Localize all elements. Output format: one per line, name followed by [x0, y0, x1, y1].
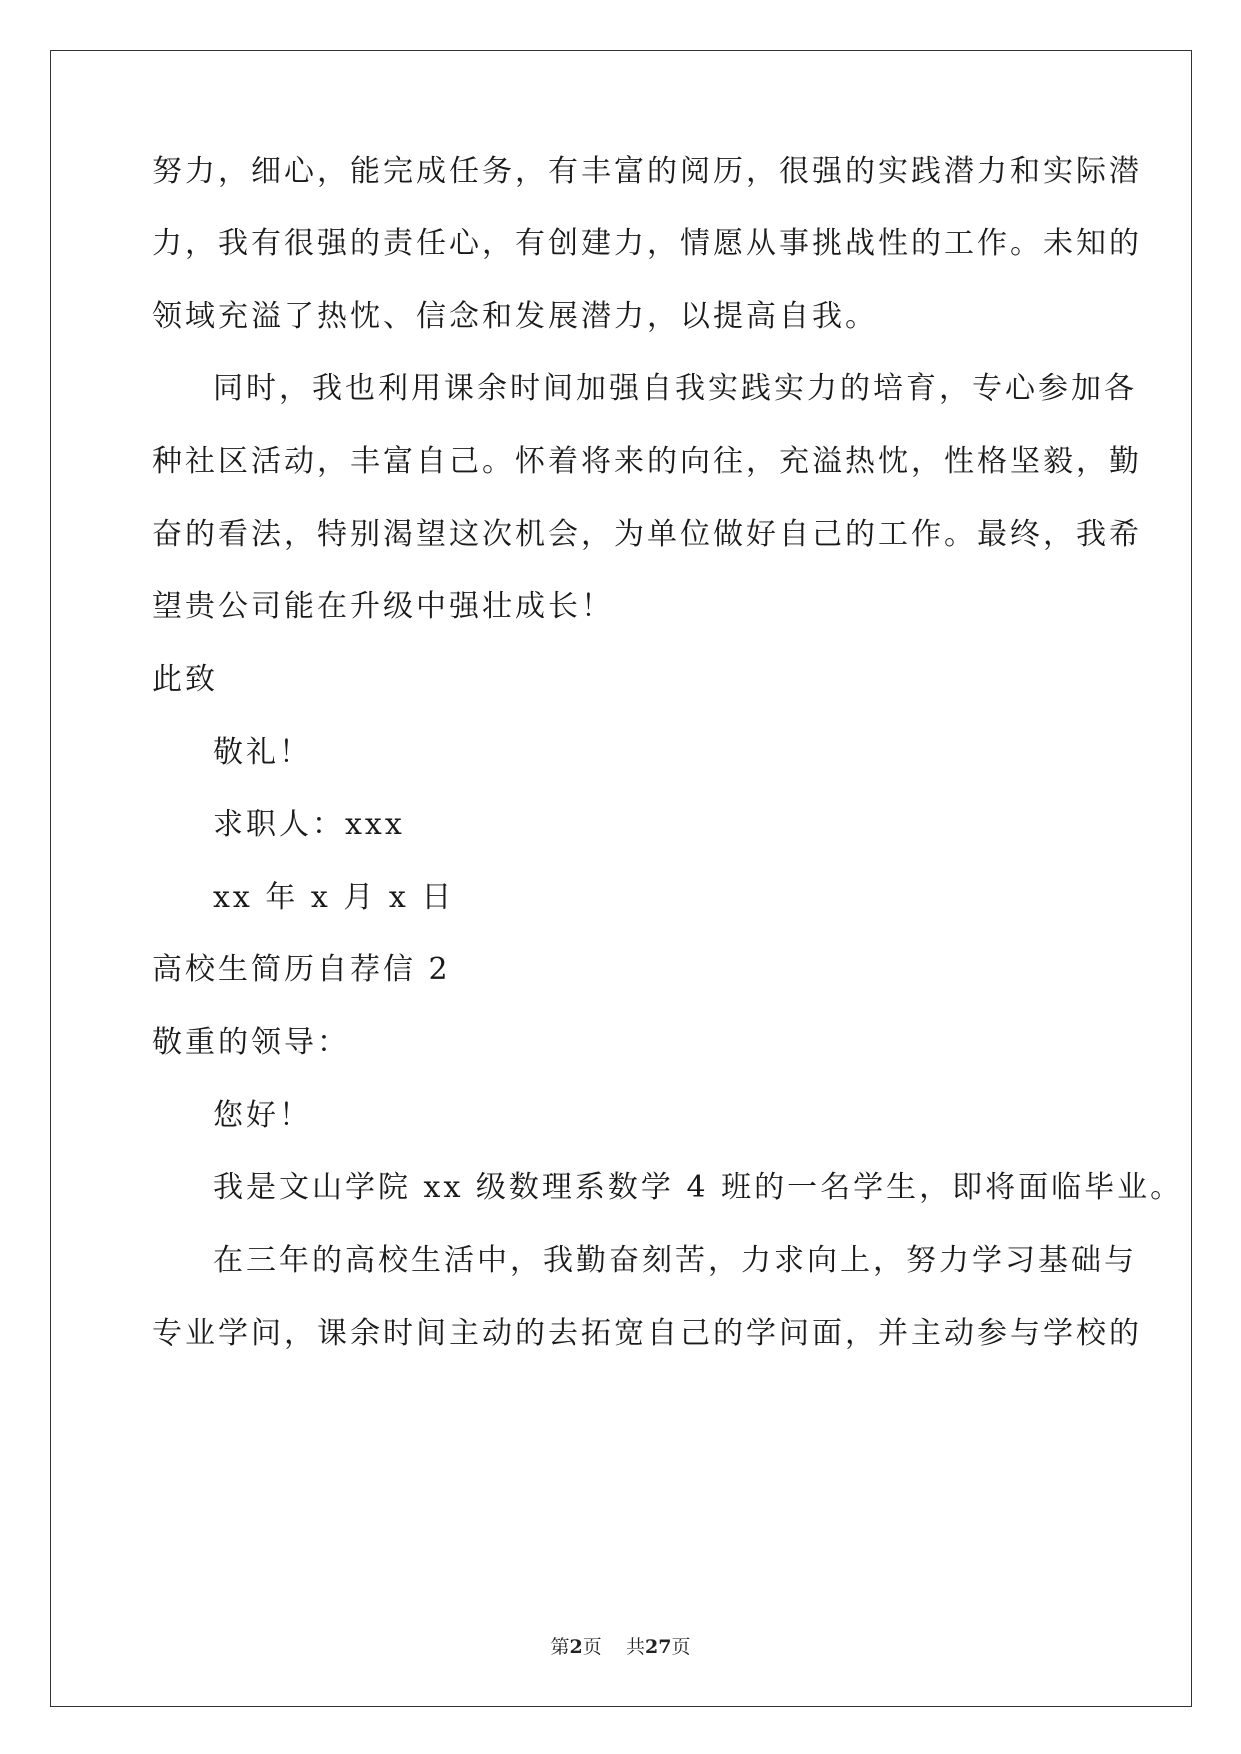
- closing-respect: 敬礼！: [213, 735, 312, 770]
- greeting-hello: 您好！: [213, 1098, 312, 1133]
- current-page-number: 2: [569, 1636, 583, 1658]
- text-line: 种社区活动，丰富自己。怀着将来的向往，充溢热忱，性格坚毅，勤: [152, 444, 1142, 479]
- paragraph-start: 在三年的高校生活中，我勤奋刻苦，力求向上，努力学习基础与: [213, 1243, 1137, 1278]
- total-page-count: 27: [644, 1636, 672, 1658]
- text-line: 专业学问，课余时间主动的去拓宽自己的学问面，并主动参与学校的: [152, 1316, 1142, 1351]
- footer-total-prefix: 共: [625, 1636, 645, 1658]
- greeting: 敬重的领导：: [152, 1025, 350, 1060]
- text-line: 力，我有很强的责任心，有创建力，情愿从事挑战性的工作。未知的: [152, 226, 1142, 261]
- text-line: 努力，细心，能完成任务，有丰富的阅历，很强的实践潜力和实际潜: [152, 154, 1142, 189]
- footer-prefix: 第: [550, 1636, 570, 1658]
- text-line: 领域充溢了热忱、信念和发展潜力，以提高自我。: [152, 299, 878, 334]
- text-line: 望贵公司能在升级中强壮成长！: [152, 589, 614, 624]
- paragraph-start: 我是文山学院 xx 级数理系数学 4 班的一名学生，即将面临毕业。: [213, 1170, 1184, 1205]
- page-footer: [0, 1632, 1241, 1659]
- letter-date: xx 年 x 月 x 日: [213, 880, 455, 915]
- closing-salutation: 此致: [152, 662, 218, 697]
- text-line: 奋的看法，特别渴望这次机会，为单位做好自己的工作。最终，我希: [152, 517, 1142, 552]
- paragraph-start: 同时，我也利用课余时间加强自我实践实力的培育，专心参加各: [213, 371, 1137, 406]
- section-title: 高校生简历自荐信 2: [152, 952, 451, 987]
- applicant-signature: 求职人：xxx: [213, 807, 405, 842]
- footer-page-suffix: 页: [582, 1636, 602, 1658]
- footer-total-suffix: 页: [671, 1636, 691, 1658]
